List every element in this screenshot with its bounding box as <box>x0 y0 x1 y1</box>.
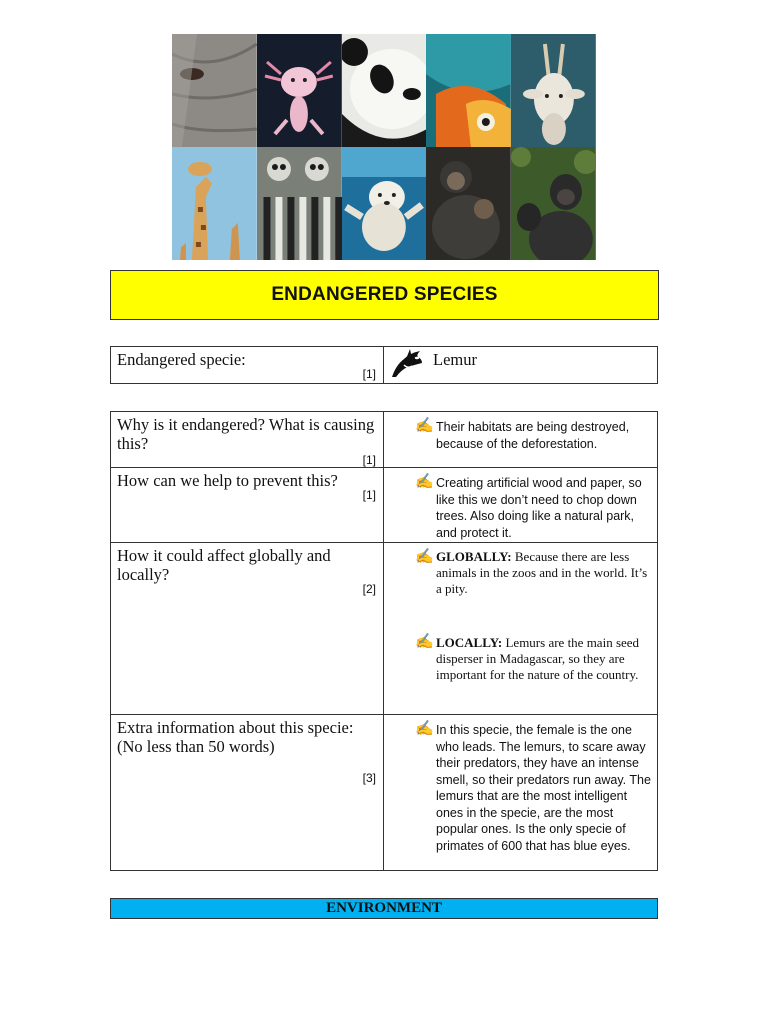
elephant-eye-photo <box>172 34 257 147</box>
specie-marks: [1] <box>362 367 376 381</box>
page-title: ENDANGERED SPECIES <box>271 284 498 305</box>
pencil-icon: ✍ <box>415 549 434 565</box>
giraffe-photo <box>172 147 257 260</box>
panda-photo <box>342 34 427 147</box>
questions-table <box>110 411 658 871</box>
question-text: How it could affect globally and locally? <box>117 546 331 584</box>
saiga-antelope-photo <box>511 34 596 147</box>
specie-answer-cell <box>384 347 658 384</box>
pencil-icon: ✍ <box>415 721 434 737</box>
axolotl-photo <box>257 34 342 147</box>
question-text: How can we help to prevent this? <box>117 471 338 490</box>
orca-icon <box>390 347 424 384</box>
question-marks: [1] <box>362 453 376 467</box>
question-marks: [3] <box>362 771 376 785</box>
answer-text: Their habitats are being destroyed, because of the deforestation. <box>436 420 630 451</box>
specie-table <box>110 346 658 384</box>
pencil-icon: ✍ <box>415 474 434 490</box>
pencil-icon: ✍ <box>415 418 434 434</box>
pencil-icon: ✍ <box>415 634 434 650</box>
globally-answer: GLOBALLY: Because there are less animals in the zoos and in the world. It’s a pity. <box>436 549 648 596</box>
answer-text: Creating artificial wood and paper, so like this we don’t need to chop down trees. Also doing like a natural park, and protect it. <box>436 476 642 540</box>
table-row <box>111 715 658 871</box>
question-marks: [2] <box>362 582 376 596</box>
environment-banner: ENVIRONMENT <box>110 898 658 919</box>
specie-label-cell <box>111 347 384 384</box>
answer-text: In this specie, the female is the one who leads. The lemurs, to scare away their predators, they have an intense smell, so their predators run away. The lemurs that are the most intelligent ones in the specie, are the most popular ones. Is the only specie of primates of 600 that has blue eyes. <box>436 723 651 853</box>
table-row <box>111 543 658 715</box>
gorillas-photo <box>511 147 596 260</box>
polar-bear-photo <box>342 147 427 260</box>
chimpanzees-photo <box>426 147 511 260</box>
specie-label: Endangered specie: <box>117 350 246 369</box>
macaw-photo <box>426 34 511 147</box>
title-banner <box>110 270 659 320</box>
animal-photo-collage <box>172 34 596 260</box>
question-text: Extra information about this specie: (No less than 50 words) <box>117 718 354 756</box>
locally-answer: LOCALLY: Lemurs are the main seed disperser in Madagascar, so they are important for the nature of the country. <box>436 635 640 682</box>
table-row <box>111 412 658 468</box>
ring-tailed-lemurs-photo <box>257 147 342 260</box>
table-row <box>111 468 658 543</box>
question-marks: [1] <box>362 488 376 502</box>
question-text: Why is it endangered? What is causing this? <box>117 415 375 453</box>
specie-answer: Lemur <box>433 350 477 369</box>
